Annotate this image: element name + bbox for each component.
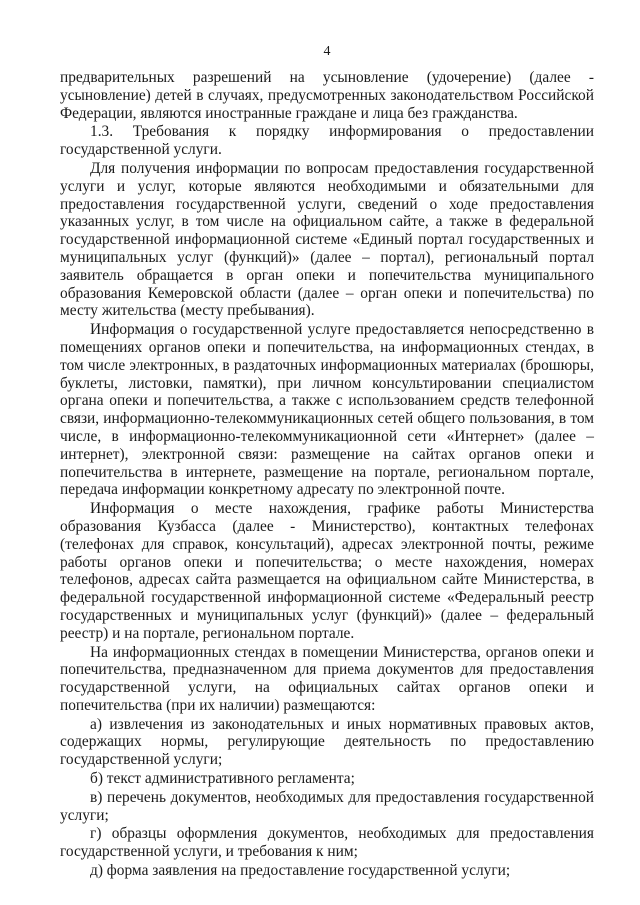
paragraph-ministry-location: Информация о месте нахождения, графике работы Министерства образования Кузбасса (далее - Министерство), контактных телефонах (телефонах для справок, консультаций), адресах электронной почты, режиме работы органов опеки и попечительства; о месте нахождения, номерах телефонов, адресах сайта размещается на официальном сайте Министерства, в федеральной государственной информационной системе «Федеральный реестр государственных и муниципальных услуг (функций)» (далее – федеральный реестр) и на портале, региональном портале. — [60, 500, 594, 642]
page-number: 4 — [323, 44, 331, 59]
paragraph-service-information: Информация о государственной услуге предоставляется непосредственно в помещениях органов опеки и попечительства, на информационных стендах, в том числе электронных, в раздаточных информационных материалах (брошюры, буклеты, листовки, памятки), при личном консультировании специалистом органа опеки и попечительства, а также с использованием средств телефонной связи, информационно-телекоммуникационных сетей общего пользования, в том числе, в информационно-телекоммуникационной сети «Интернет» (далее – интернет), электронной связи: размещение на сайтах органов опеки и попечительства в интернете, размещение на портале, региональном портале, передача информации конкретному адресату по электронной почте. — [60, 321, 594, 499]
list-item-d: д) форма заявления на предоставление государственной услуги; — [90, 862, 511, 880]
list-item-b: б) текст административного регламента; — [90, 770, 355, 788]
list-item-a: а) извлечения из законодательных и иных нормативных правовых актов, содержащих нормы, регулирующие деятельность по предоставлению государственной услуги; — [60, 715, 594, 769]
section-heading-1-3: 1.3. Требования к порядку информирования о предоставлении государственной услуги. — [60, 123, 594, 159]
paragraph-continuation: предварительных разрешений на усыновление (удочерение) (далее - усыновление) детей в случаях, предусмотренных законодательством Российской Федерации, являются иностранные граждане и лица без гражданства. — [60, 69, 594, 122]
list-item-v: в) перечень документов, необходимых для предоставления государственной услуги; — [60, 788, 594, 824]
paragraph-information-stands: На информационных стендах в помещении Министерства, органов опеки и попечительства, предназначенном для приема документов для предоставления государственной услуги, на официальных сайтах органов опеки и попечительства (при их наличии) размещаются: — [60, 643, 594, 714]
paragraph-obtaining-information: Для получения информации по вопросам предоставления государственной услуги и услуг, которые являются необходимыми и обязательными для предоставления государственной услуги, сведений о ходе предоставления указанных услуг, в том числе на официальном сайте, а также в федеральной государственной информационной системе «Единый портал государственных и муниципальных услуг (функций)» (далее – портал), региональный портал заявитель обращается в орган опеки и попечительства муниципального образования Кемеровской области (далее – орган опеки и попечительства) по месту жительства (месту пребывания). — [60, 159, 594, 320]
list-item-g: г) образцы оформления документов, необходимых для предоставления государственной услуги, и требования к ним; — [60, 825, 594, 861]
